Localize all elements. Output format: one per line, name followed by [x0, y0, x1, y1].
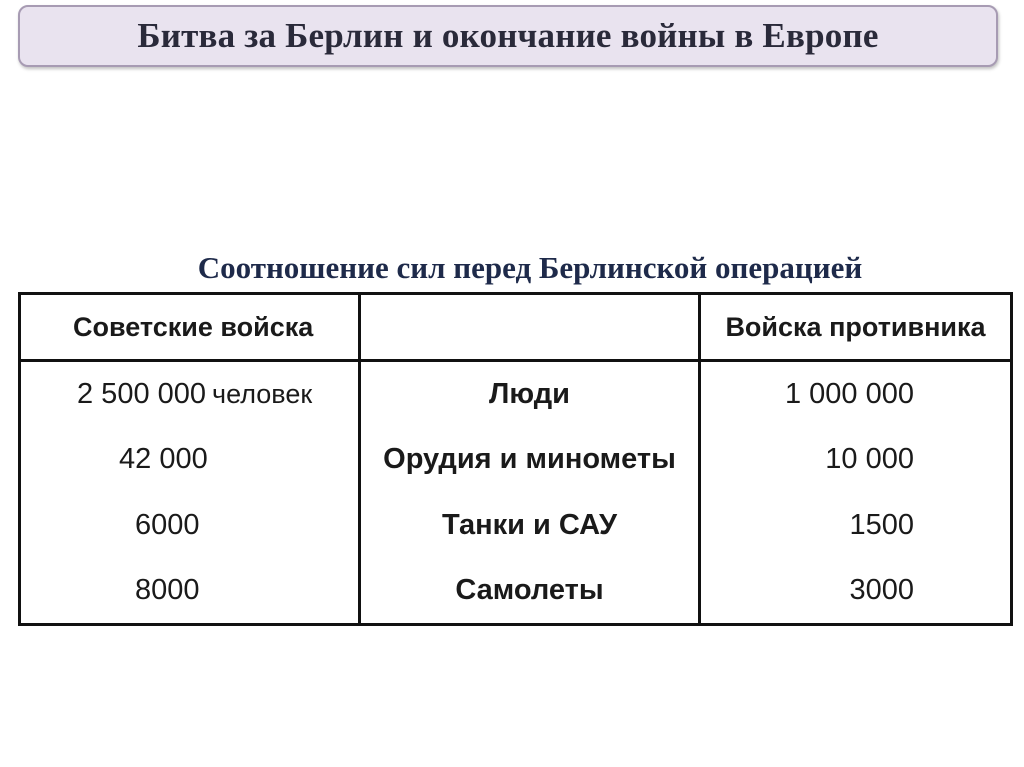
soviet-value-cell: [20, 427, 360, 492]
table-row: [20, 558, 1012, 625]
title-banner: [18, 5, 998, 67]
header-enemy-forces: Войска противника: [700, 294, 1012, 361]
soviet-value-cell: [20, 558, 360, 625]
category-label: Орудия и минометы: [360, 427, 700, 492]
enemy-value: 1500: [700, 492, 1012, 557]
table-caption: Соотношение сил перед Берлинской операцией: [197, 250, 863, 285]
header-category: [360, 294, 700, 361]
soviet-value-cell: [20, 492, 360, 557]
category-label: Люди: [360, 361, 700, 428]
category-label: Танки и САУ: [360, 492, 700, 557]
soviet-unit: человек: [212, 379, 313, 410]
forces-comparison-table: [18, 292, 1013, 626]
page-title: Битва за Берлин и окончание войны в Европе: [137, 16, 879, 55]
table-row: [20, 427, 1012, 492]
enemy-value: 1 000 000: [700, 361, 1012, 428]
table-row: [20, 492, 1012, 557]
enemy-value: 3000: [700, 558, 1012, 625]
soviet-value: 2 500 000: [77, 378, 207, 411]
soviet-value-cell: [20, 361, 360, 428]
soviet-value: 8000: [135, 573, 200, 606]
soviet-value: 42 000: [119, 443, 208, 476]
header-soviet-forces: Советские войска: [20, 294, 360, 361]
table-header-row: [20, 294, 1012, 361]
table-row: [20, 361, 1012, 428]
category-label: Самолеты: [360, 558, 700, 625]
soviet-value: 6000: [135, 508, 200, 541]
enemy-value: 10 000: [700, 427, 1012, 492]
